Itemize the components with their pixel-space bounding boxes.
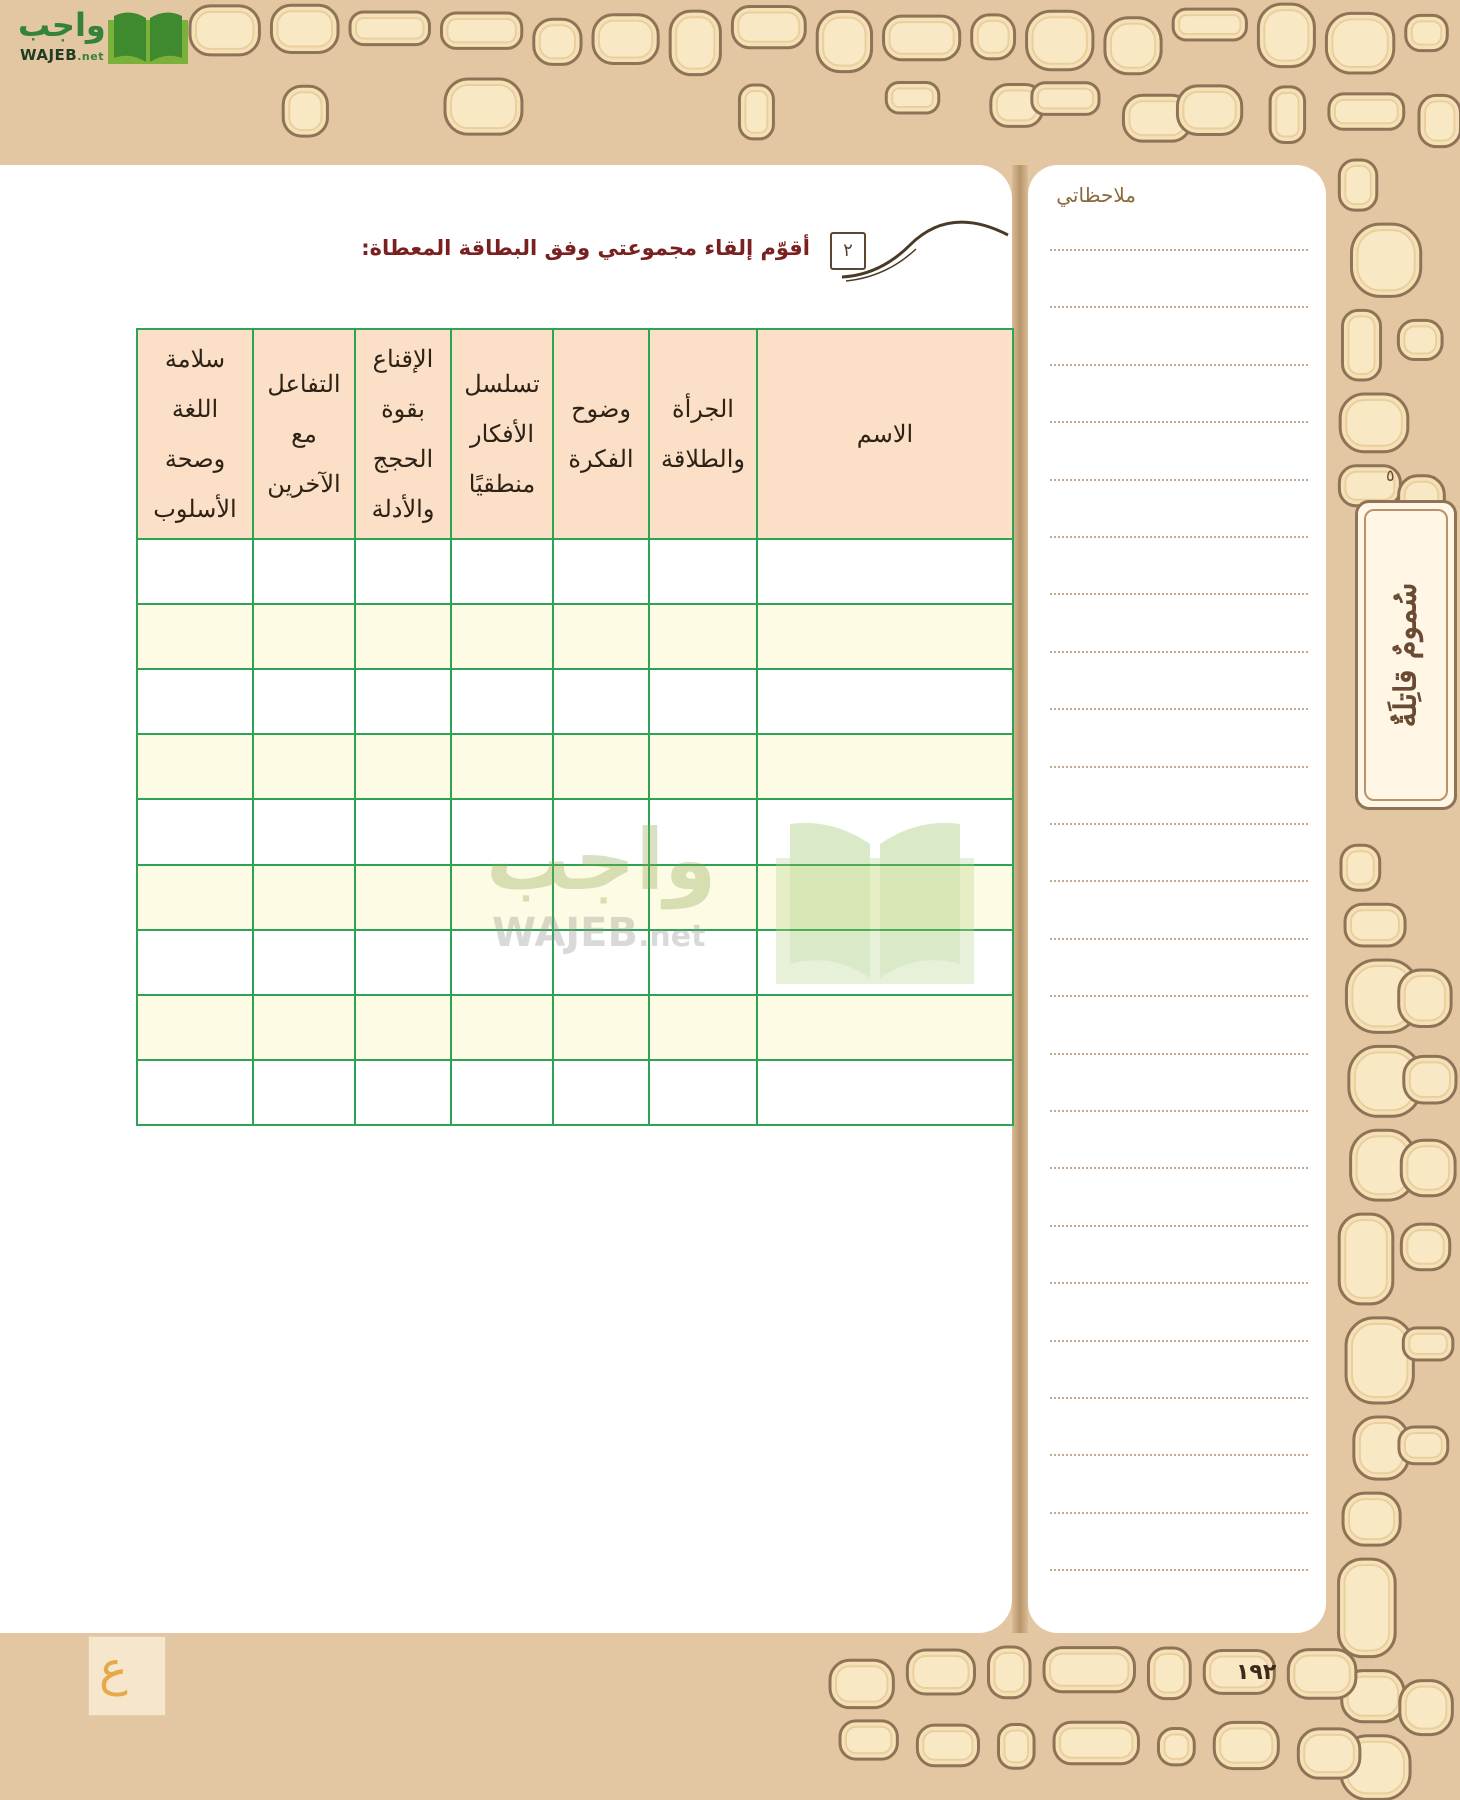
table-cell[interactable]: [137, 930, 253, 995]
note-line[interactable]: [1050, 421, 1308, 423]
stone: [670, 11, 720, 75]
stone: [907, 1650, 974, 1694]
table-cell[interactable]: [253, 930, 355, 995]
table-header-cell: وضوح الفكرة: [553, 329, 649, 539]
table-cell[interactable]: [649, 865, 757, 930]
table-cell[interactable]: [253, 734, 355, 799]
stone: [739, 85, 773, 139]
stone: [1148, 1648, 1190, 1699]
stone: [1339, 1559, 1396, 1657]
note-line[interactable]: [1050, 479, 1308, 481]
table-cell[interactable]: [355, 1060, 451, 1125]
table-cell[interactable]: [553, 734, 649, 799]
note-line[interactable]: [1050, 536, 1308, 538]
table-row: [137, 604, 1013, 669]
table-cell[interactable]: [253, 1060, 355, 1125]
table-cell[interactable]: [553, 930, 649, 995]
note-line[interactable]: [1050, 249, 1308, 251]
table-row: [137, 734, 1013, 799]
table-cell[interactable]: [137, 669, 253, 734]
table-cell[interactable]: [757, 539, 1013, 604]
logo-latin-text: [20, 46, 104, 64]
note-line[interactable]: [1050, 1512, 1308, 1514]
stone: [1027, 11, 1093, 70]
table-row: [137, 995, 1013, 1060]
table-cell[interactable]: [451, 539, 553, 604]
table-header-cell: تسلسل الأفكار منطقيًا: [451, 329, 553, 539]
stone: [1158, 1729, 1194, 1765]
stone: [840, 1721, 897, 1759]
stone: [1173, 9, 1246, 40]
logo-latin-name: WAJEB: [20, 46, 78, 64]
stone: [817, 12, 871, 72]
app-corner-icon[interactable]: [88, 1636, 166, 1716]
stone: [1345, 904, 1405, 946]
table-row: [137, 1060, 1013, 1125]
table-header-cell: الاسم: [757, 329, 1013, 539]
table-cell[interactable]: [757, 734, 1013, 799]
stone: [1032, 83, 1099, 115]
stone: [1105, 18, 1161, 74]
stone: [1339, 160, 1376, 210]
page-number: ١٩٢: [1236, 1660, 1277, 1685]
table-cell[interactable]: [451, 865, 553, 930]
stone: [1288, 1650, 1356, 1699]
stone: [732, 6, 805, 47]
stone: [1346, 1318, 1413, 1403]
table-header-cell: سلامة اللغة وصحة الأسلوب: [137, 329, 253, 539]
table-cell[interactable]: [137, 799, 253, 864]
stone: [445, 79, 522, 134]
stone: [886, 82, 939, 113]
note-line[interactable]: [1050, 1167, 1308, 1169]
stone: [1177, 86, 1241, 135]
table-cell[interactable]: [553, 799, 649, 864]
stone: [1404, 1056, 1456, 1103]
table-row: [137, 930, 1013, 995]
unit-title: سُمومٌ قاتِلَةٌ: [1388, 582, 1424, 728]
stone: [830, 1660, 893, 1707]
stone: [1399, 1427, 1448, 1464]
note-line[interactable]: [1050, 651, 1308, 653]
note-line[interactable]: [1050, 364, 1308, 366]
panel-divider: [1012, 165, 1028, 1633]
table-cell[interactable]: [137, 604, 253, 669]
table-cell[interactable]: [553, 604, 649, 669]
stone: [1329, 94, 1404, 129]
stone: [1401, 1140, 1455, 1195]
activity-number-badge: ٢: [830, 232, 866, 270]
note-line[interactable]: [1050, 880, 1308, 882]
table-cell[interactable]: [649, 995, 757, 1060]
table-cell[interactable]: [355, 930, 451, 995]
table-cell[interactable]: [253, 669, 355, 734]
table-cell[interactable]: [137, 539, 253, 604]
note-line[interactable]: [1050, 306, 1308, 308]
table-cell[interactable]: [137, 1060, 253, 1125]
table-cell[interactable]: [451, 995, 553, 1060]
stone: [1341, 845, 1380, 890]
stone: [190, 6, 259, 55]
book-icon: [106, 8, 190, 66]
stone: [1044, 1648, 1134, 1692]
stone: [441, 13, 521, 48]
stone: [989, 1647, 1031, 1698]
note-line[interactable]: [1050, 1569, 1308, 1571]
stone: [1214, 1722, 1278, 1768]
stone: [593, 15, 658, 64]
table-cell[interactable]: [451, 669, 553, 734]
table-cell[interactable]: [137, 865, 253, 930]
note-line[interactable]: [1050, 593, 1308, 595]
note-line[interactable]: [1050, 995, 1308, 997]
stone: [1403, 1328, 1453, 1360]
stone: [884, 16, 960, 60]
stone: [1406, 15, 1447, 50]
table-cell[interactable]: [553, 865, 649, 930]
table-cell[interactable]: [137, 995, 253, 1060]
table-cell[interactable]: [451, 1060, 553, 1125]
table-cell[interactable]: [355, 799, 451, 864]
table-cell[interactable]: [355, 669, 451, 734]
evaluation-table: [136, 328, 1012, 1126]
app-corner-glyph-icon: ع: [99, 1641, 128, 1697]
table-cell[interactable]: [553, 995, 649, 1060]
stone: [1419, 95, 1460, 146]
table-cell[interactable]: [137, 734, 253, 799]
notes-panel: [1028, 165, 1326, 1633]
table-cell[interactable]: [553, 669, 649, 734]
table-header-cell: الجرأة والطلاقة: [649, 329, 757, 539]
table-cell[interactable]: [757, 1060, 1013, 1125]
table-cell[interactable]: [355, 539, 451, 604]
stone: [1342, 310, 1380, 380]
stone: [1339, 1214, 1393, 1304]
unit-side-tab[interactable]: [1355, 500, 1457, 810]
table-header-cell: التفاعل مع الآخرين: [253, 329, 355, 539]
table-cell[interactable]: [253, 799, 355, 864]
table-cell[interactable]: [553, 1060, 649, 1125]
unit-number: ٥: [1386, 466, 1395, 485]
note-line[interactable]: [1050, 1340, 1308, 1342]
table-cell[interactable]: [253, 604, 355, 669]
stone: [1343, 1493, 1400, 1545]
logo-arabic-text: واجب: [18, 6, 106, 44]
note-line[interactable]: [1050, 766, 1308, 768]
table-cell[interactable]: [253, 865, 355, 930]
stone: [1398, 320, 1442, 359]
note-line[interactable]: [1050, 938, 1308, 940]
table-cell[interactable]: [355, 604, 451, 669]
table-cell[interactable]: [451, 799, 553, 864]
table-cell[interactable]: [355, 865, 451, 930]
table-row: [137, 865, 1013, 930]
stone: [1400, 1681, 1453, 1735]
table-cell[interactable]: [355, 995, 451, 1060]
table-cell[interactable]: [757, 995, 1013, 1060]
stone: [1258, 4, 1314, 67]
table-cell[interactable]: [649, 799, 757, 864]
table-header-cell: الإقناع بقوة الحجج والأدلة: [355, 329, 451, 539]
table-cell[interactable]: [757, 604, 1013, 669]
table-cell[interactable]: [451, 604, 553, 669]
logo-tld: .net: [77, 50, 104, 63]
stone: [1401, 1224, 1449, 1270]
table-row: [137, 799, 1013, 864]
table-cell[interactable]: [253, 995, 355, 1060]
table-cell[interactable]: [355, 734, 451, 799]
notes-title: ملاحظاتي: [1056, 183, 1136, 207]
stone: [1340, 394, 1408, 452]
table-cell[interactable]: [649, 539, 757, 604]
table-cell[interactable]: [649, 604, 757, 669]
table-cell[interactable]: [253, 539, 355, 604]
note-line[interactable]: [1050, 1053, 1308, 1055]
table-cell[interactable]: [757, 799, 1013, 864]
table-row: [137, 669, 1013, 734]
note-line[interactable]: [1050, 1454, 1308, 1456]
stone: [1054, 1722, 1138, 1763]
stone: [917, 1725, 978, 1766]
table-row: [137, 539, 1013, 604]
table-header-row: [137, 329, 1013, 539]
stone: [1298, 1729, 1360, 1778]
table-cell[interactable]: [553, 539, 649, 604]
stone: [972, 15, 1015, 59]
activity-heading: أقوّم إلقاء مجموعتي وفق البطاقة المعطاة:: [361, 236, 810, 260]
note-line[interactable]: [1050, 1225, 1308, 1227]
table-cell[interactable]: [757, 865, 1013, 930]
note-line[interactable]: [1050, 1282, 1308, 1284]
note-line[interactable]: [1050, 1397, 1308, 1399]
note-line[interactable]: [1050, 1110, 1308, 1112]
note-line[interactable]: [1050, 823, 1308, 825]
stone: [534, 19, 581, 64]
table-cell[interactable]: [451, 734, 553, 799]
table-cell[interactable]: [649, 734, 757, 799]
stone: [1270, 87, 1304, 143]
watermark-tld: .net: [637, 919, 706, 954]
table-cell[interactable]: [757, 930, 1013, 995]
table-cell[interactable]: [451, 930, 553, 995]
table-cell[interactable]: [757, 669, 1013, 734]
table-cell[interactable]: [649, 669, 757, 734]
wajeb-logo[interactable]: [8, 6, 190, 68]
stone: [1399, 970, 1451, 1026]
stone: [283, 86, 327, 136]
watermark-latin-name: WAJEB: [492, 910, 638, 956]
note-line[interactable]: [1050, 708, 1308, 710]
stone: [1351, 224, 1420, 296]
watermark-arabic-text: واجب: [486, 811, 717, 909]
table-cell[interactable]: [649, 1060, 757, 1125]
stone: [271, 5, 338, 52]
table-cell[interactable]: [649, 930, 757, 995]
stone: [999, 1725, 1035, 1769]
stone: [350, 12, 429, 45]
stone: [1326, 13, 1393, 73]
